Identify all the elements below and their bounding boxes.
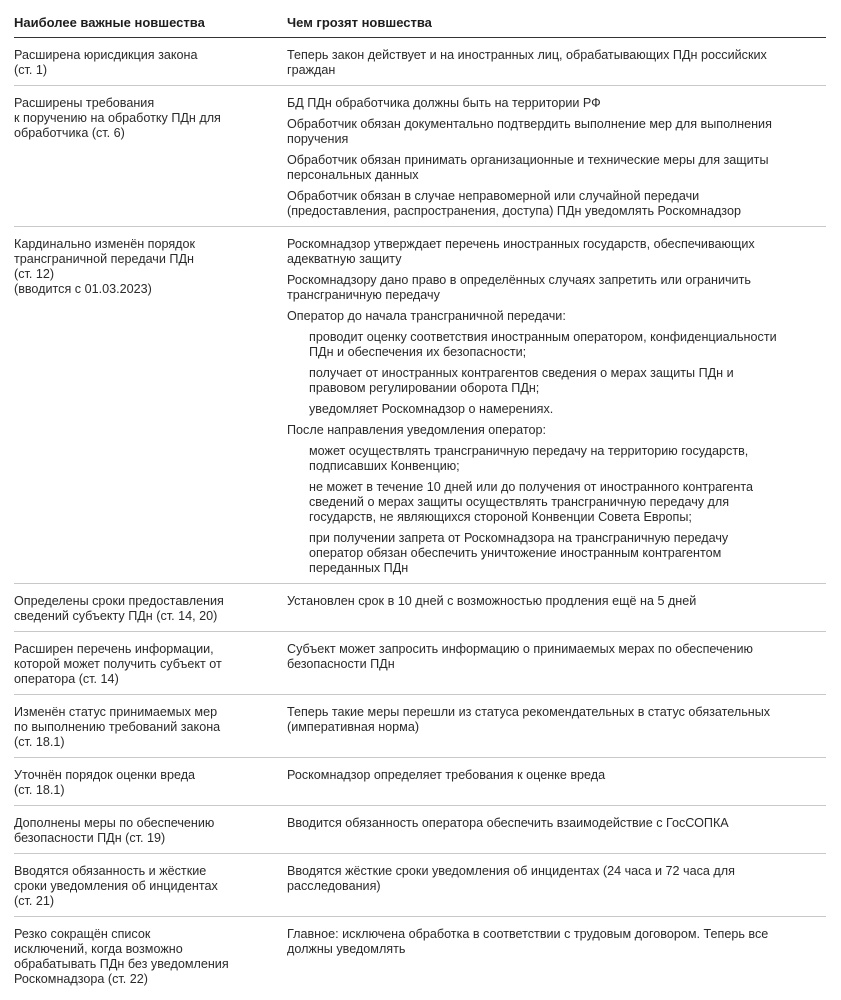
consequence-line: расследования) xyxy=(287,879,381,893)
consequence-cell xyxy=(254,96,826,219)
consequence-paragraph xyxy=(287,705,826,735)
consequence-paragraph xyxy=(287,273,826,303)
consequence-cell xyxy=(254,48,826,78)
consequence-paragraph xyxy=(287,594,826,609)
table-row xyxy=(14,227,826,584)
consequence-line: не может в течение 10 дней или до получения от иностранного контрагента xyxy=(309,480,753,494)
consequence-line: Субъект может запросить информацию о принимаемых мерах по обеспечению xyxy=(287,642,753,656)
innovation-line: Расширен перечень информации, xyxy=(14,642,214,656)
consequence-paragraph xyxy=(287,864,826,894)
innovation-line: Расширена юрисдикция закона xyxy=(14,48,198,62)
consequence-paragraph xyxy=(287,309,826,324)
innovation-line: (ст. 18.1) xyxy=(14,783,65,797)
innovation-cell xyxy=(14,816,254,846)
table-row xyxy=(14,854,826,917)
consequence-line: Теперь такие меры перешли из статуса рекомендательных в статус обязательных xyxy=(287,705,771,719)
consequence-line: Оператор до начала трансграничной передачи: xyxy=(287,309,566,323)
consequence-subitem xyxy=(287,531,826,576)
consequence-line: получает от иностранных контрагентов сведения о мерах защиты ПДн и xyxy=(309,366,734,380)
consequence-line: переданных ПДн xyxy=(309,561,409,575)
consequence-paragraph xyxy=(287,48,826,78)
consequence-line: правовом регулировании оборота ПДн; xyxy=(309,381,540,395)
table-row xyxy=(14,584,826,632)
innovation-line: (ст. 21) xyxy=(14,894,55,908)
consequence-cell xyxy=(254,864,826,909)
innovation-cell xyxy=(14,642,254,687)
consequence-line: при получении запрета от Роскомнадзора на трансграничную передачу xyxy=(309,531,729,545)
consequence-line: После направления уведомления оператор: xyxy=(287,423,546,437)
consequence-subitem xyxy=(287,402,826,417)
innovation-line: Кардинально изменён порядок xyxy=(14,237,196,251)
consequence-line: Обработчик обязан принимать организационные и технические меры для защиты xyxy=(287,153,769,167)
innovation-line: Расширены требования xyxy=(14,96,155,110)
consequence-line: безопасности ПДн xyxy=(287,657,395,671)
consequence-cell xyxy=(254,705,826,750)
innovation-line: по выполнению требований закона xyxy=(14,720,221,734)
consequence-subitem xyxy=(287,366,826,396)
consequence-paragraph xyxy=(287,768,826,783)
table-header xyxy=(14,13,826,38)
innovation-cell xyxy=(14,927,254,987)
innovation-line: обрабатывать ПДн без уведомления xyxy=(14,957,229,971)
consequence-paragraph xyxy=(287,816,826,831)
consequence-line: Роскомнадзор утверждает перечень иностранных государств, обеспечивающих xyxy=(287,237,755,251)
consequence-line: уведомляет Роскомнадзор о намерениях. xyxy=(309,402,554,416)
table-row xyxy=(14,758,826,806)
innovation-line: обработчика (ст. 6) xyxy=(14,126,125,140)
innovation-cell xyxy=(14,594,254,624)
consequence-cell xyxy=(254,594,826,624)
innovations-table xyxy=(14,13,826,994)
header-innovations: Наиболее важные новшества xyxy=(14,15,205,30)
consequence-subitem xyxy=(287,444,826,474)
consequence-subitem xyxy=(287,480,826,525)
consequence-line: Обработчик обязан в случае неправомерной или случайной передачи xyxy=(287,189,700,203)
innovation-line: к поручению на обработку ПДн для xyxy=(14,111,221,125)
consequence-cell xyxy=(254,927,826,987)
consequence-line: граждан xyxy=(287,63,336,77)
consequence-paragraph xyxy=(287,153,826,183)
consequence-paragraph xyxy=(287,96,826,111)
table-row xyxy=(14,806,826,854)
header-consequences: Чем грозят новшества xyxy=(287,15,432,30)
table-row xyxy=(14,38,826,86)
table-body xyxy=(14,38,826,994)
consequence-line: (предоставления, распространения, доступа) ПДн уведомлять Роскомнадзор xyxy=(287,204,741,218)
consequence-line: подписавших Конвенцию; xyxy=(309,459,460,473)
consequence-line: Вводятся жёсткие сроки уведомления об инцидентах (24 часа и 72 часа для xyxy=(287,864,735,878)
consequence-line: Теперь закон действует и на иностранных лиц, обрабатывающих ПДн российских xyxy=(287,48,767,62)
innovation-line: (вводится с 01.03.2023) xyxy=(14,282,152,296)
innovation-line: (ст. 12) xyxy=(14,267,55,281)
consequence-line: сведений о мерах защиты осуществлять трансграничную передачу для xyxy=(309,495,730,509)
consequence-paragraph xyxy=(287,423,826,438)
consequence-line: БД ПДн обработчика должны быть на территории РФ xyxy=(287,96,601,110)
innovation-line: (ст. 1) xyxy=(14,63,48,77)
consequence-line: Главное: исключена обработка в соответствии с трудовым договором. Теперь все xyxy=(287,927,769,941)
table-row xyxy=(14,632,826,695)
innovation-cell xyxy=(14,237,254,576)
innovation-line: исключений, когда возможно xyxy=(14,942,183,956)
consequence-line: ПДн и обеспечения их безопасности; xyxy=(309,345,527,359)
consequence-paragraph xyxy=(287,927,826,957)
innovation-line: Роскомнадзора (ст. 22) xyxy=(14,972,148,986)
consequence-line: должны уведомлять xyxy=(287,942,406,956)
innovation-line: сведений субъекту ПДн (ст. 14, 20) xyxy=(14,609,218,623)
consequence-line: проводит оценку соответствия иностранным оператором, конфиденциальности xyxy=(309,330,777,344)
innovation-line: Уточнён порядок оценки вреда xyxy=(14,768,196,782)
innovation-line: Изменён статус принимаемых мер xyxy=(14,705,218,719)
innovation-cell xyxy=(14,705,254,750)
innovation-cell xyxy=(14,48,254,78)
consequence-cell xyxy=(254,768,826,798)
consequence-line: Роскомнадзору дано право в определённых случаях запретить или ограничить xyxy=(287,273,751,287)
innovation-cell xyxy=(14,768,254,798)
consequence-paragraph xyxy=(287,642,826,672)
innovation-line: сроки уведомления об инцидентах xyxy=(14,879,218,893)
consequence-line: поручения xyxy=(287,132,349,146)
innovation-line: Дополнены меры по обеспечению xyxy=(14,816,215,830)
consequence-subitem xyxy=(287,330,826,360)
consequence-paragraph xyxy=(287,237,826,267)
innovation-line: Определены сроки предоставления xyxy=(14,594,224,608)
innovation-line: Вводятся обязанность и жёсткие xyxy=(14,864,207,878)
table-row xyxy=(14,695,826,758)
consequence-line: Вводится обязанность оператора обеспечить взаимодействие с ГосСОПКА xyxy=(287,816,729,830)
consequence-cell xyxy=(254,816,826,846)
table-row xyxy=(14,917,826,994)
innovation-line: Резко сокращён список xyxy=(14,927,151,941)
consequence-paragraph xyxy=(287,117,826,147)
table-row xyxy=(14,86,826,227)
innovation-line: трансграничной передачи ПДн xyxy=(14,252,194,266)
innovation-line: безопасности ПДн (ст. 19) xyxy=(14,831,166,845)
consequence-line: персональных данных xyxy=(287,168,419,182)
innovation-cell xyxy=(14,96,254,219)
consequence-line: адекватную защиту xyxy=(287,252,402,266)
consequence-line: оператор обязан обеспечить уничтожение иностранным контрагентом xyxy=(309,546,722,560)
innovation-cell xyxy=(14,864,254,909)
document-page xyxy=(14,13,826,994)
innovation-line: которой может получить субъект от xyxy=(14,657,222,671)
consequence-line: (императивная норма) xyxy=(287,720,420,734)
consequence-line: Обработчик обязан документально подтвердить выполнение мер для выполнения xyxy=(287,117,772,131)
consequence-line: трансграничную передачу xyxy=(287,288,440,302)
consequence-cell xyxy=(254,642,826,687)
innovation-line: (ст. 18.1) xyxy=(14,735,65,749)
consequence-line: может осуществлять трансграничную передачу на территорию государств, xyxy=(309,444,749,458)
innovation-line: оператора (ст. 14) xyxy=(14,672,119,686)
consequence-line: Роскомнадзор определяет требования к оценке вреда xyxy=(287,768,606,782)
consequence-line: Установлен срок в 10 дней с возможностью продления ещё на 5 дней xyxy=(287,594,697,608)
consequence-line: государств, не являющихся стороной Конвенции Совета Европы; xyxy=(309,510,692,524)
consequence-paragraph xyxy=(287,189,826,219)
consequence-cell xyxy=(254,237,826,576)
